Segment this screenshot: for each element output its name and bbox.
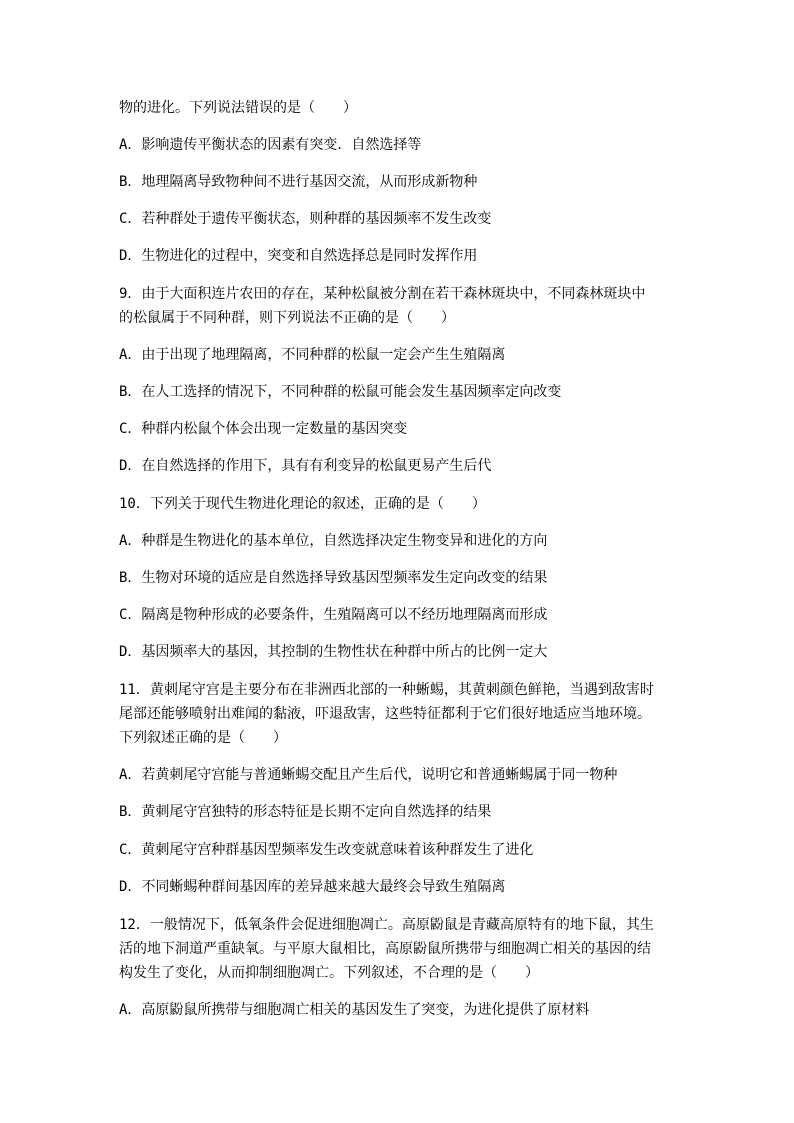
question-12-stem-line-3: 构发生了变化，从而抑制细胞凋亡。下列叙述，不合理的是（ ） (119, 965, 539, 981)
question-9-stem-line-2: 的松鼠属于不同种群，则下列说法不正确的是（ ） (119, 310, 455, 326)
question-12-option-a: A．高原鼢鼠所携带与细胞凋亡相关的基因发生了突变，为进化提供了原材料 (119, 1002, 590, 1018)
question-11-stem-line-3: 下列叙述正确的是（ ） (119, 730, 287, 746)
question-11-option-a: A．若黄刺尾守宫能与普通蜥蜴交配且产生后代，说明它和普通蜥蜴属于同一物种 (119, 767, 618, 783)
question-9-option-b: B．在人工选择的情况下，不同种群的松鼠可能会发生基因频率定向改变 (119, 384, 562, 400)
question-9-option-c: C．种群内松鼠个体会出现一定数量的基因突变 (119, 421, 408, 437)
question-8-option-c: C．若种群处于遗传平衡状态，则种群的基因频率不发生改变 (119, 211, 492, 227)
question-8-stem-continued: 物的进化。下列说法错误的是（ ） (119, 100, 357, 116)
question-8-option-b: B．地理隔离导致物种间不进行基因交流，从而形成新物种 (119, 174, 478, 190)
question-9-stem-line-1: 9．由于大面积连片农田的存在，某种松鼠被分割在若干森林斑块中，不同森林斑块中 (119, 286, 646, 302)
question-11-option-c: C．黄刺尾守宫种群基因型频率发生改变就意味着该种群发生了进化 (119, 842, 534, 858)
question-10-option-c: C．隔离是物种形成的必要条件，生殖隔离可以不经历地理隔离而形成 (119, 607, 548, 623)
question-9-option-a: A．由于出现了地理隔离，不同种群的松鼠一定会产生生殖隔离 (119, 347, 506, 363)
question-10-option-d: D．基因频率大的基因，其控制的生物性状在种群中所占的比例一定大 (119, 644, 548, 660)
question-8-option-a: A．影响遗传平衡状态的因素有突变．自然选择等 (119, 137, 422, 153)
question-10-stem: 10．下列关于现代生物进化理论的叙述，正确的是（ ） (119, 496, 486, 512)
question-11-stem-line-2: 尾部还能够喷射出难闻的黏液，吓退敌害，这些特征都利于它们很好地适应当地环境。 (119, 706, 651, 722)
question-12-stem-line-2: 活的地下洞道严重缺氧。与平原大鼠相比，高原鼢鼠所携带与细胞凋亡相关的基因的结 (119, 941, 651, 957)
question-10-option-a: A．种群是生物进化的基本单位，自然选择决定生物变异和进化的方向 (119, 533, 548, 549)
question-12-stem-line-1: 12．一般情况下，低氧条件会促进细胞凋亡。高原鼢鼠是青藏高原特有的地下鼠，其生 (119, 917, 654, 933)
question-11-option-d: D．不同蜥蜴种群间基因库的差异越来越大最终会导致生殖隔离 (119, 879, 506, 895)
question-11-stem-line-1: 11．黄刺尾守宫是主要分布在非洲西北部的一种蜥蜴，其黄刺颜色鲜艳，当遇到敌害时 (119, 682, 654, 698)
question-10-option-b: B．生物对环境的适应是自然选择导致基因型频率发生定向改变的结果 (119, 570, 548, 586)
question-11-option-b: B．黄刺尾守宫独特的形态特征是长期不定向自然选择的结果 (119, 804, 492, 820)
question-9-option-d: D．在自然选择的作用下，具有有利变异的松鼠更易产生后代 (119, 458, 492, 474)
question-8-option-d: D．生物进化的过程中，突变和自然选择总是同时发挥作用 (119, 248, 478, 264)
